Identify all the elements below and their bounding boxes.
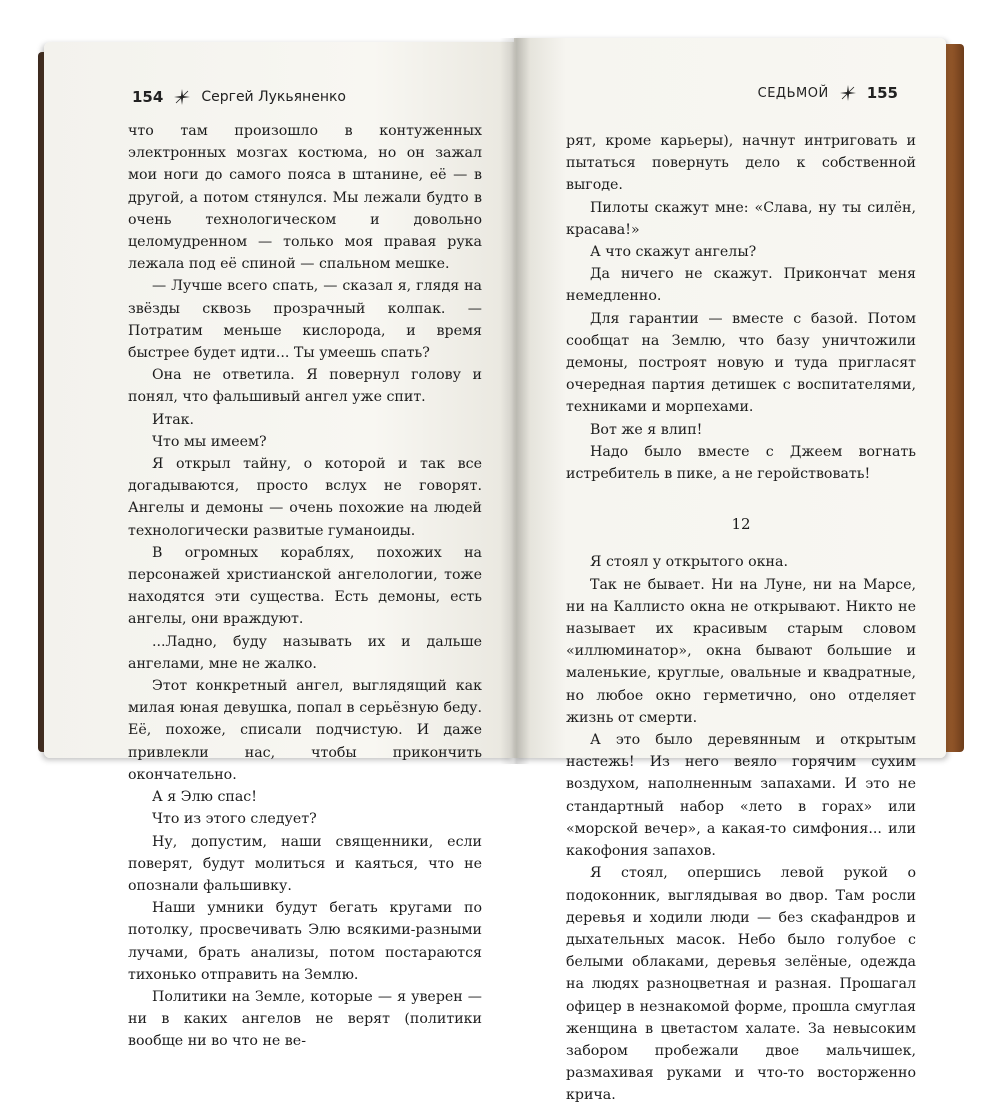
paragraph: Итак. (152, 411, 195, 428)
right-page-text (566, 130, 916, 1107)
left-page (44, 42, 514, 1050)
paragraph: Я стоял у открытого окна. (590, 554, 788, 571)
paragraph: что там произошло в контуженных электронных мозгах костюма, но он зажал мои ноги до самого пояса в штанине, её — в другой, а потом стянулся. Мы лежали будто в очень технологическом и довольно целомудренном — только моя правая рука лежала под её спиной — спальном мешке. (128, 123, 482, 273)
star-ornament-icon (839, 84, 857, 102)
paragraph: Что мы имеем? (152, 433, 267, 450)
paragraph: ...Ладно, буду называть их и дальше ангелами, мне не жалко. (128, 633, 482, 672)
paragraph: Так не бывает. Ни на Луне, ни на Марсе, ни на Каллисто окна не открывают. Никто не называет их красивым старым словом «иллюминатор», окна бывают большие и маленькие, круглые, овальные и квадратные, но любое окно герметично, оно отделяет жизнь от смерти. (566, 576, 916, 726)
paragraph: Политики на Земле, которые — я уверен — ни в каких ангелов не верят (политики вообще ни во что не ве- (128, 988, 482, 1050)
paragraph: А я Элю спас! (152, 789, 257, 806)
paragraph: А что скажут ангелы? (590, 244, 757, 261)
book-author: Сергей Лукьяненко (201, 89, 346, 105)
paragraph: Что из этого следует? (152, 811, 317, 828)
paragraph: А это было деревянным и открытым настежь! Из него веяло горячим сухим воздухом, наполненным запахами. И это не стандартный набор «лето в горах» или «морской вечер», а какая-то симфония... или какофония запахов. (566, 732, 916, 860)
paragraph: Для гарантии — вместе с базой. Потом сообщат на Землю, что базу уничтожили демоны, построят новую и туда пригласят очередная партия детишек с воспитателями, техниками и морпехами. (566, 310, 916, 416)
paragraph: В огромных кораблях, похожих на персонажей христианской ангелологии, тоже находятся эти существа. Есть демоны, есть ангелы, они враждуют. (128, 544, 482, 628)
right-page-header (758, 82, 898, 104)
paragraph: рят, кроме карьеры), начнут интриговать и пытаться повернуть дело к собственной выгоде. (566, 133, 916, 194)
running-chapter-title: СЕДЬМОЙ (757, 85, 829, 101)
paragraph: Надо было вместе с Джеем вогнать истребитель в пике, а не геройствовать! (566, 443, 916, 483)
right-page (514, 38, 946, 1104)
left-page-number: 154 (132, 88, 164, 106)
left-page-header (132, 86, 346, 108)
paragraph: Пилоты скажут мне: «Слава, ну ты силён, красава!» (566, 199, 916, 238)
right-page-number: 155 (866, 84, 898, 102)
paragraph: Вот же я влип! (590, 421, 703, 438)
paragraph: Я открыл тайну, о которой и так все догадываются, просто вслух не говорят. Ангелы и демоны — очень похожие на людей технологически развитые гуманоиды. (128, 456, 482, 539)
chapter-number: 12 (731, 515, 751, 534)
star-ornament-icon (173, 88, 191, 106)
left-page-text (128, 120, 482, 1053)
paragraph: Она не ответила. Я повернул голову и понял, что фальшивый ангел уже спит. (128, 367, 482, 406)
paragraph: Ну, допустим, наши священники, если поверят, будут молиться и каяться, что не опознали фальшивку. (128, 833, 482, 894)
paragraph: Я стоял, опершись левой рукой о подоконник, выглядывая во двор. Там росли деревья и ходили люди — без скафандров и дыхательных масок. Небо было голубое с белыми облаками, деревья зелёные, одежда на людях разноцветная и разная. Прошагал офицер в незнакомой форме, прошла смуглая женщина в цветастом халате. За невысоким забором пробежали двое мальчишек, размахивая руками и что-то восторженно крича. (566, 865, 916, 1104)
open-book (30, 38, 970, 1104)
paragraph: Наши умники будут бегать кругами по потолку, просвечивать Элю всякими-разными лучами, брать анализы, потом постараются тихонько отправить на Землю. (128, 900, 482, 983)
paragraph: — Лучше всего спать, — сказал я, глядя на звёзды сквозь прозрачный колпак. — Потратим меньше кислорода, и время быстрее будет идти... Ты умеешь спать? (128, 278, 482, 362)
paragraph: Да ничего не скажут. Прикончат меня немедленно. (566, 266, 916, 305)
paragraph: Этот конкретный ангел, выглядящий как милая юная девушка, попал в серьёзную беду. Её, похоже, списали подчистую. И даже привлекли нас, чтобы прикончить окончательно. (128, 678, 482, 783)
